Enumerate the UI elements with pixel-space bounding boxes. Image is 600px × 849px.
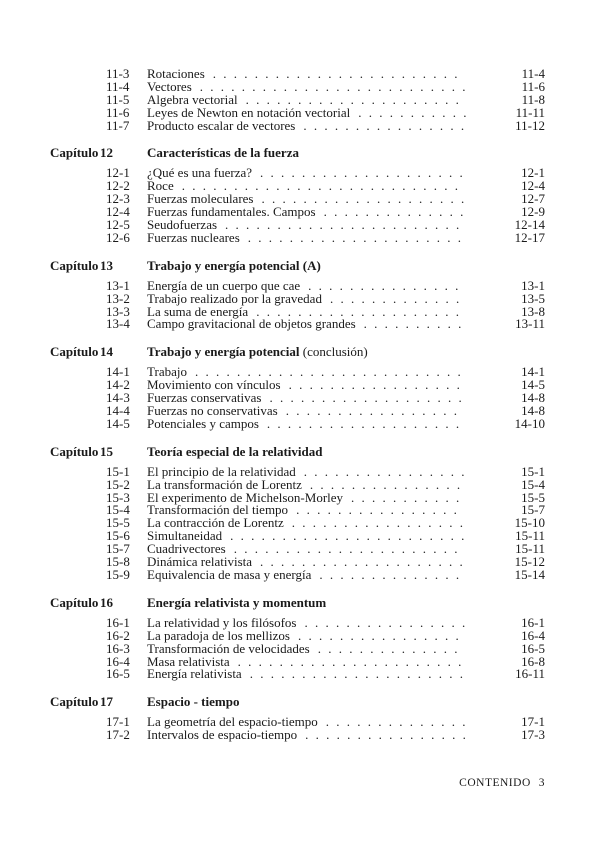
dot-leader: . . . . . . . . . . . . . . [317,640,460,656]
section-number: 11-4 [106,78,130,94]
chapter-title [147,445,323,458]
dot-leader: . . . . . . . . . . . [351,489,462,505]
dot-leader: . . . . . . . . . . . . . . . . . . . . . . . . . . [199,78,468,94]
chapter-number: 16 [100,594,113,610]
chapter-title [147,345,368,358]
section-title: Movimiento con vínculos [147,377,281,393]
chapter-label: Capítulo [50,145,99,161]
dot-leader: . . . . . . . . . . . . . . . . . . . . . [245,91,461,107]
page-footer [459,777,545,789]
chapter-title-text: Energía relativista y momentum [147,594,327,610]
dot-leader: . . . . . . . . . . . . . . . . . . . . . . . . [212,66,460,81]
page-number: 11-11 [515,104,545,120]
chapter-number: 14 [100,344,113,360]
chapter-number: 13 [100,257,113,273]
section-number: 14-4 [106,403,130,419]
chapter-label: Capítulo [50,694,99,710]
toc-entry [0,117,600,133]
section-number: 16-4 [106,653,130,669]
chapter-heading [0,259,600,272]
chapter-title [147,695,239,708]
dot-leader: . . . . . . . . . . . . . . . . . [285,403,459,419]
section-number: 15-9 [106,566,130,582]
chapter-label: Capítulo [50,594,99,610]
page-number: 12-7 [521,191,545,207]
section-title: La geometría del espacio-tiempo [147,714,318,730]
section-title: Trabajo [147,364,187,380]
page-number: 16-1 [521,614,545,630]
dot-leader: . . . . . . . . . . . . . . . . . . . . [260,554,465,570]
section-number: 15-5 [106,515,130,531]
dot-leader: . . . . . . . . . . . . . . . . [305,727,468,743]
dot-leader: . . . . . . . . . . . . . . . . [303,117,467,133]
page-number: 13-8 [521,303,545,319]
section-number: 16-3 [106,640,130,656]
section-title: Cuadrivectores [147,541,226,557]
section-number: 14-1 [106,364,130,380]
toc-entry [0,716,600,729]
page-number: 14-8 [521,390,545,406]
chapter-title-text: Teoría especial de la relatividad [147,443,323,459]
dot-leader: . . . . . . . . . . . . . . . . [304,614,468,630]
section-number: 11-6 [106,104,130,120]
page-number: 12-1 [521,165,545,181]
toc-entry [0,318,600,331]
page-number: 12-14 [514,217,545,233]
section-title: Fuerzas moleculares [147,191,254,207]
page-number: 11-12 [515,117,545,133]
chapter-title-text: Trabajo y energía potencial [147,344,300,360]
dot-leader: . . . . . . . . . . . . . . . . [296,502,459,518]
section-number: 14-5 [106,415,130,431]
dot-leader: . . . . . . . . . . . . . . . . . . . . . . [237,653,464,669]
section-number: 15-4 [106,502,130,518]
chapter-label: Capítulo [50,344,99,360]
section-title: Energía relativista [147,666,242,682]
page-number: 11-6 [521,78,545,94]
footer-page-number: 3 [538,777,545,789]
dot-leader: . . . . . . . . . . . . . . [323,204,466,220]
page-number: 15-10 [514,515,545,531]
section-title: Masa relativista [147,653,230,669]
dot-leader: . . . . . . . . . . . . . . . . . . . . . . . [225,217,462,233]
dot-leader: . . . . . . . . . . . . . . . . . . . . . [249,666,465,682]
dot-leader: . . . . . . . . . . . . . . . . . . . . . . . . . . . [181,178,460,194]
page-number: 16-5 [521,640,545,656]
chapter-heading [0,695,600,708]
chapter-title [147,596,326,609]
dot-leader: . . . . . . . . . . . . . . . [309,476,463,492]
section-number: 16-1 [106,614,130,630]
section-number: 17-2 [106,727,130,743]
dot-leader: . . . . . . . . . . . . . . . . . . . . [260,165,465,181]
section-title: Fuerzas fundamentales. Campos [147,204,316,220]
section-title: Fuerzas no conservativas [147,403,278,419]
page-number: 11-4 [521,66,545,81]
chapter-title-text: Espacio - tiempo [147,694,240,710]
section-title-cell [147,729,478,742]
chapter-label: Capítulo [50,443,99,459]
section-title: Potenciales y campos [147,415,259,431]
section-title: Trabajo realizado por la gravedad [147,290,322,306]
page-number: 12-17 [514,229,545,245]
section-title: Roce [147,178,174,194]
section-number: 15-6 [106,528,130,544]
section-title: Equivalencia de masa y energía [147,566,312,582]
section-title: Rotaciones [147,66,205,81]
section-number: 12-3 [106,191,130,207]
section-title: El principio de la relatividad [147,463,296,479]
section-number: 13-1 [106,277,130,293]
section-number: 15-7 [106,541,130,557]
chapter-title [147,259,321,272]
section-number: 12-4 [106,204,130,220]
section-title: Fuerzas conservativas [147,390,262,406]
page-number: 15-4 [521,476,545,492]
toc-entry [0,729,600,742]
section-number: 15-8 [106,554,130,570]
section-title: Intervalos de espacio-tiempo [147,727,298,743]
section-number: 12-5 [106,217,130,233]
dot-leader: . . . . . . . . . . . . . . [319,566,462,582]
chapter-title [147,146,299,159]
chapter-label: Capítulo [50,257,99,273]
section-title-cell [147,318,478,331]
section-title: La relatividad y los filósofos [147,614,297,630]
page-number: 17-1 [521,714,545,730]
section-number: 13-2 [106,290,130,306]
section-title-cell [147,415,478,431]
section-number: 11-5 [106,91,130,107]
section-number: 13-4 [106,316,130,332]
dot-leader: . . . . . . . . . . [363,316,464,332]
section-title-cell [147,229,478,245]
page-number: 12-9 [521,204,545,220]
page-number: 15-14 [514,566,545,582]
page-number: 15-11 [515,541,545,557]
section-title: Campo gravitacional de objetos grandes [147,316,356,332]
dot-leader: . . . . . . . . . . . . . . . . . . . . . . [233,541,460,557]
page-number: 13-1 [521,277,545,293]
section-number: 15-1 [106,463,130,479]
section-title: Transformación del tiempo [147,502,289,518]
section-number: 16-2 [106,627,130,643]
page-number: 15-11 [515,528,545,544]
chapter-title-text: Características de la fuerza [147,145,299,161]
section-title: Producto escalar de vectores [147,117,296,133]
section-number: 14-3 [106,390,130,406]
section-title: La transformación de Lorentz [147,476,302,492]
toc-entry [0,415,600,431]
toc-entry [0,566,600,582]
chapter-heading [0,345,600,358]
section-number: 11-3 [106,66,130,81]
page-number: 11-8 [521,91,545,107]
table-of-contents [0,68,600,742]
section-title: Dinámica relativista [147,554,253,570]
page-number: 16-4 [521,627,545,643]
page-number: 14-5 [521,377,545,393]
section-number: 11-7 [106,117,130,133]
chapter-number: 15 [100,443,113,459]
dot-leader: . . . . . . . . . . . . . . . . [297,627,461,643]
section-title: Simultaneidad [147,528,223,544]
page-number: 17-3 [521,727,545,743]
page-number: 15-12 [514,554,545,570]
page-number: 15-5 [521,489,545,505]
page-number: 15-7 [521,502,545,518]
section-number: 17-1 [106,714,130,730]
page-number: 16-8 [521,653,545,669]
chapter-number: 12 [100,145,113,161]
dot-leader: . . . . . . . . . . . . . . . . . . . . . . . . . . [194,364,463,380]
section-number: 13-3 [106,303,130,319]
dot-leader: . . . . . . . . . . . . . . . . . . . . [261,191,467,207]
section-title: Seudofuerzas [147,217,218,233]
section-title: Algebra vectorial [147,91,238,107]
chapter-title-text: Trabajo y energía potencial (A) [147,257,321,273]
section-title: Fuerzas nucleares [147,229,240,245]
section-title: Transformación de velocidades [147,640,310,656]
section-number: 15-2 [106,476,130,492]
section-title: Energía de un cuerpo que cae [147,277,301,293]
section-number: 14-2 [106,377,130,393]
chapter-heading [0,146,600,159]
section-number: 12-1 [106,165,130,181]
dot-leader: . . . . . . . . . . . . . . . . . . . [266,415,462,431]
dot-leader: . . . . . . . . . . . . . . . . . . . [269,390,464,406]
dot-leader: . . . . . . . . . . . . . . . . . [291,515,466,531]
section-number: 12-2 [106,178,130,194]
page-number: 14-8 [521,403,545,419]
dot-leader: . . . . . . . . . . . . . . . . . [288,377,462,393]
page-number: 13-11 [515,316,545,332]
section-title-cell [147,566,478,582]
dot-leader: . . . . . . . . . . . [358,104,469,120]
page-number: 12-4 [521,178,545,194]
page-number: 15-1 [521,463,545,479]
footer-label: CONTENIDO [459,777,531,789]
chapter-heading [0,596,600,609]
chapter-title-suffix: (conclusión) [302,344,368,360]
section-number: 12-6 [106,229,130,245]
dot-leader: . . . . . . . . . . . . . . . . . . . . . . . [230,528,467,544]
section-title: La suma de energía [147,303,249,319]
page-number: 14-10 [514,415,545,431]
toc-entry [0,668,600,681]
dot-leader: . . . . . . . . . . . . . . . . [303,463,467,479]
section-title: La contracción de Lorentz [147,515,284,531]
chapter-number: 17 [100,694,113,710]
section-title: Leyes de Newton en notación vectorial [147,104,351,120]
chapter-heading [0,445,600,458]
section-title-cell [147,668,478,681]
page-number: 16-11 [515,666,545,682]
toc-entry [0,104,600,120]
page-number: 14-1 [521,364,545,380]
section-number: 16-5 [106,666,130,682]
section-title-cell [147,117,478,133]
page-number: 13-5 [521,290,545,306]
dot-leader: . . . . . . . . . . . . . . . . . . . . . [247,229,464,245]
toc-entry [0,229,600,245]
dot-leader: . . . . . . . . . . . . . . . [308,277,461,293]
section-title: Vectores [147,78,192,94]
dot-leader: . . . . . . . . . . . . . . [325,714,468,730]
section-number: 15-3 [106,489,130,505]
section-title: El experimento de Michelson-Morley [147,489,344,505]
section-title: ¿Qué es una fuerza? [147,165,253,181]
dot-leader: . . . . . . . . . . . . . [329,290,462,306]
dot-leader: . . . . . . . . . . . . . . . . . . . . [256,303,461,319]
section-title: La paradoja de los mellizos [147,627,290,643]
